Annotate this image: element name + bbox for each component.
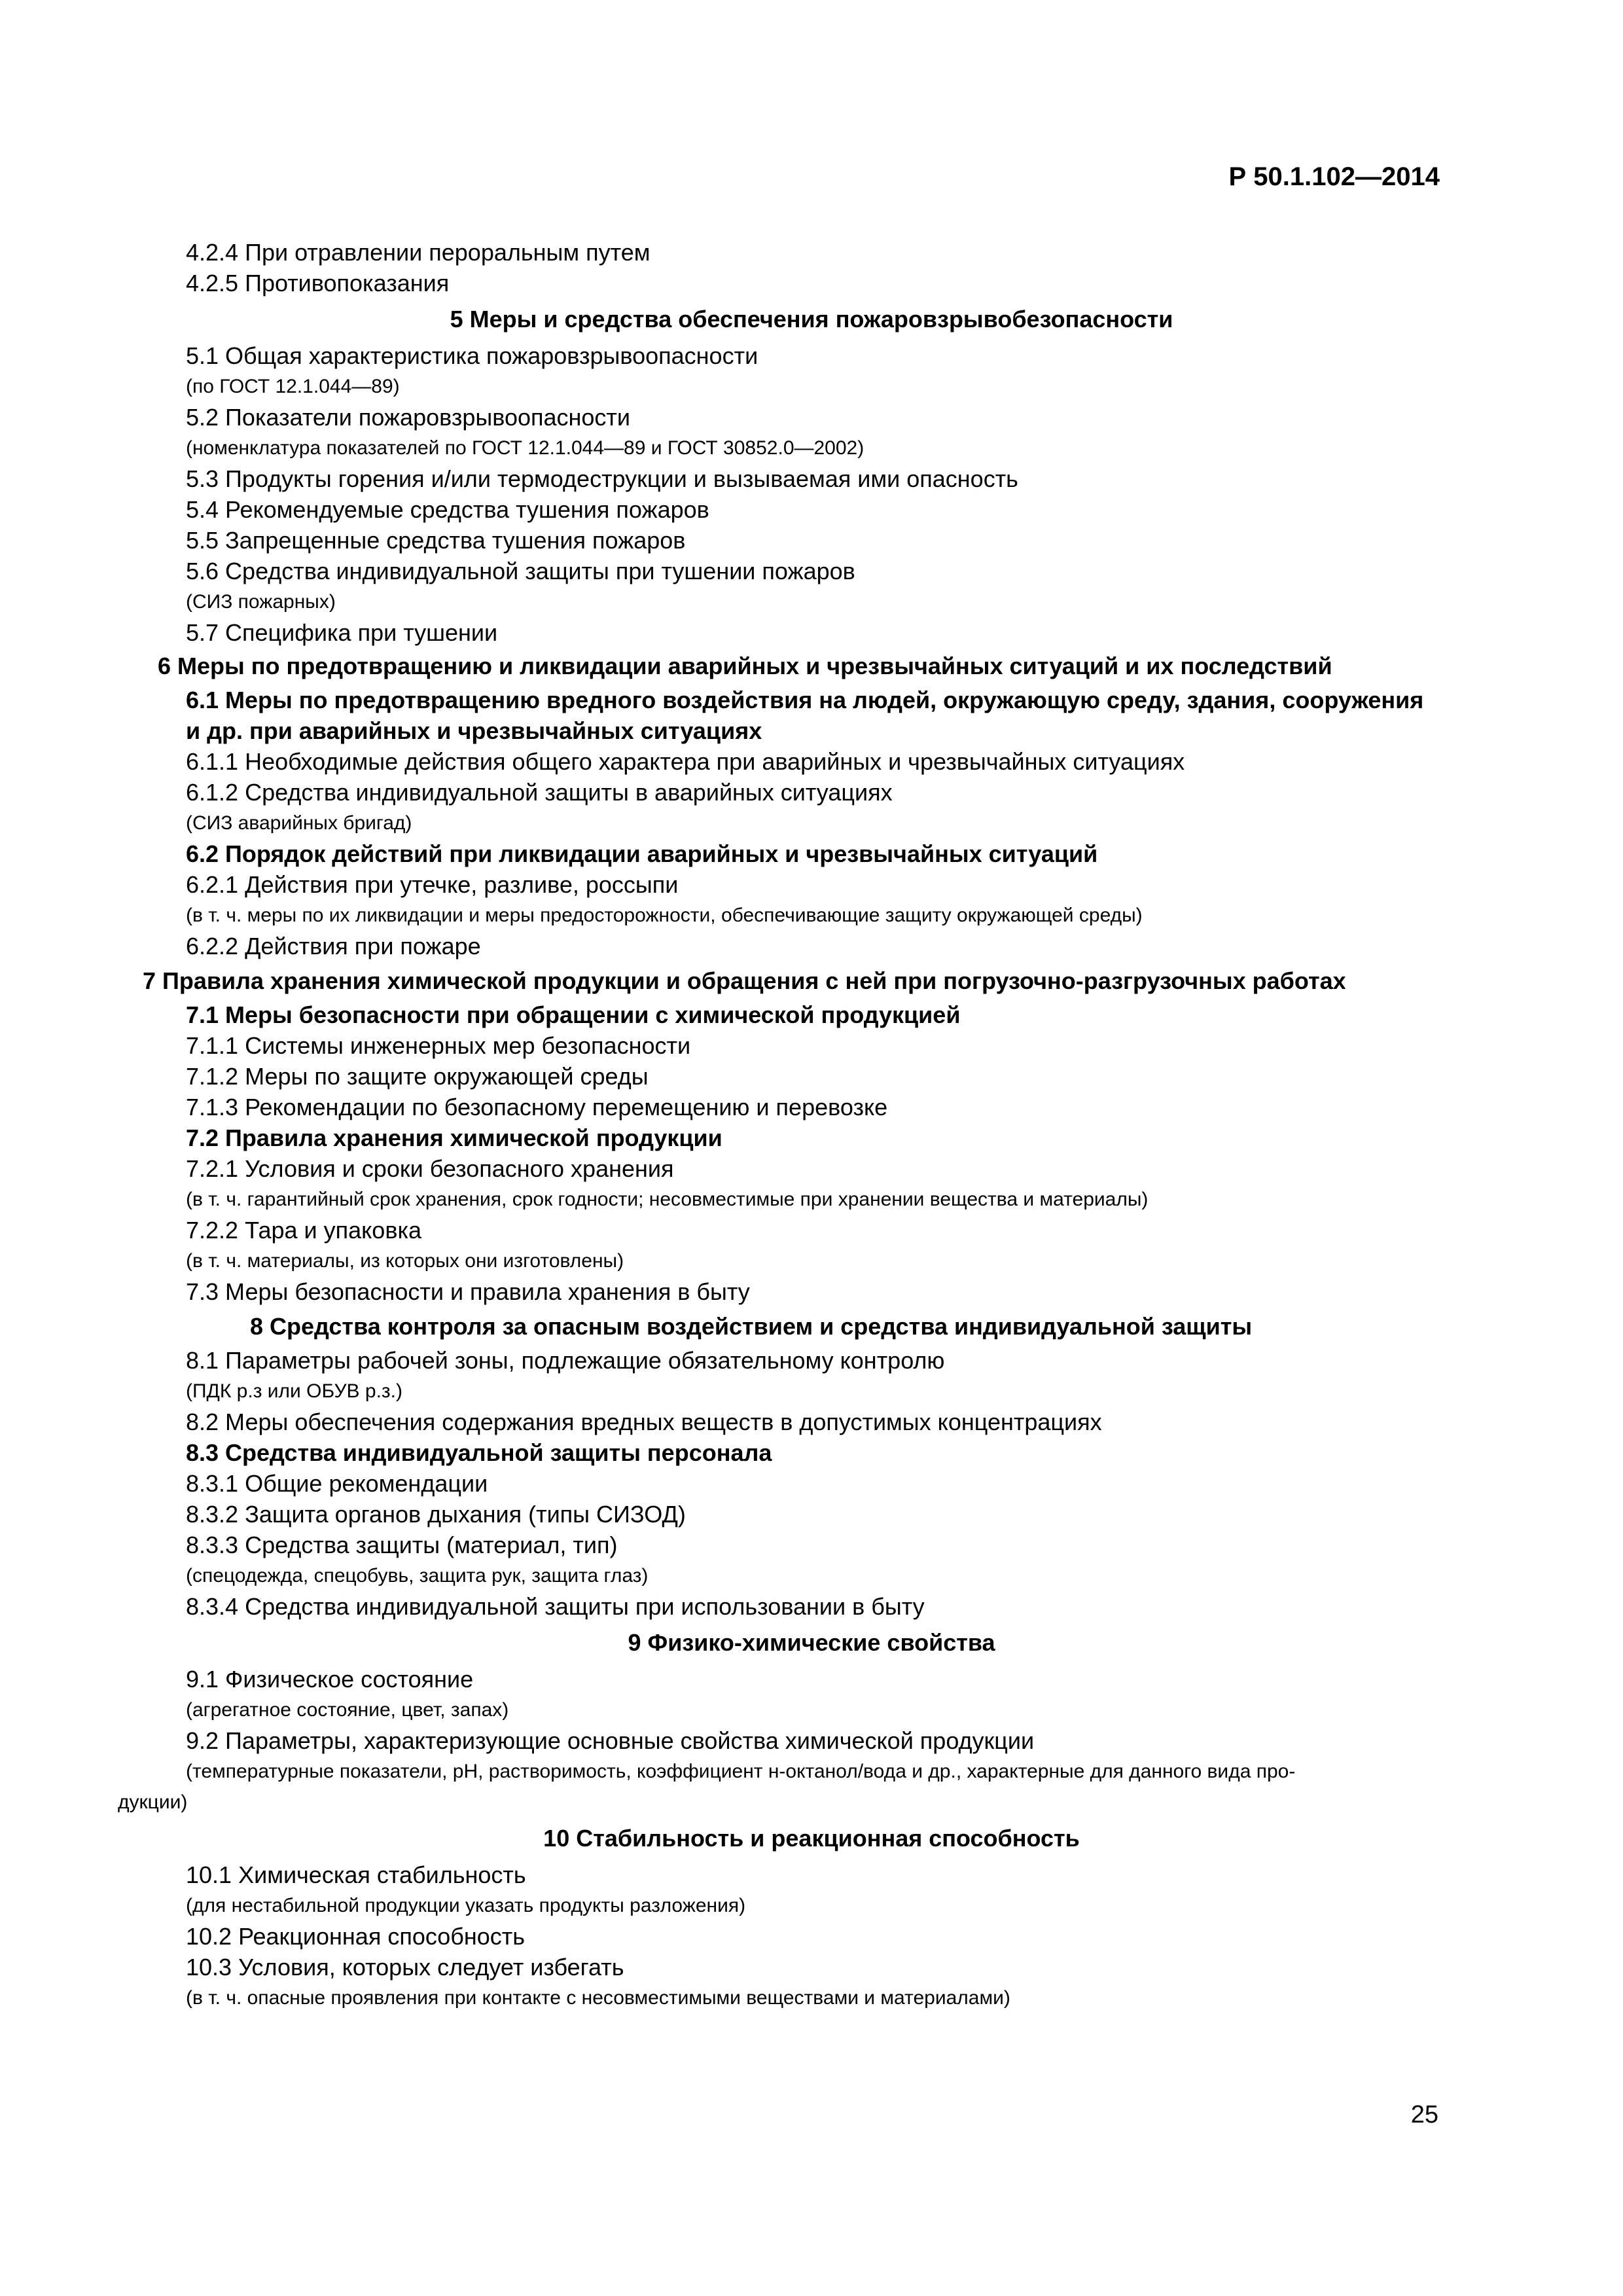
item-5-7: 5.7 Специфика при тушении — [186, 619, 498, 646]
note-9-2 — [0, 1756, 1623, 1818]
item-7-2-1: 7.2.1 Условия и сроки безопасного хранения — [186, 1155, 674, 1182]
note-9-1: (агрегатное состояние, цвет, запах) — [186, 1699, 509, 1721]
section-7-title: 7 Правила хранения химической продукции и обращения с ней при погрузочно-разгрузочных работах — [143, 967, 1346, 994]
item-7-3: 7.3 Меры безопасности и правила хранения в быту — [186, 1278, 750, 1305]
item-4-2-4: 4.2.4 При отравлении пероральным путем — [186, 239, 651, 266]
note-6-2-1: (в т. ч. меры по их ликвидации и меры предосторожности, обеспечивающие защиту окружающей среды) — [186, 905, 1143, 926]
item-10-3: 10.3 Условия, которых следует избегать — [186, 1954, 624, 1981]
note-9-2-line-1: (температурные показатели, pH, растворимость, коэффициент н-октанол/вода и др., характерные для данного вида про- — [186, 1761, 1296, 1782]
note-7-2-2: (в т. ч. материалы, из которых они изготовлены) — [186, 1250, 624, 1272]
item-10-1: 10.1 Химическая стабильность — [186, 1861, 526, 1888]
document-code: Р 50.1.102—2014 — [1228, 162, 1440, 191]
note-6-1-2: (СИЗ аварийных бригад) — [186, 812, 412, 834]
item-9-1: 9.1 Физическое состояние — [186, 1666, 474, 1693]
item-10-2: 10.2 Реакционная способность — [186, 1923, 526, 1950]
subsection-6-2: 6.2 Порядок действий при ликвидации аварийных и чрезвычайных ситуаций — [186, 840, 1098, 867]
note-7-2-1: (в т. ч. гарантийный срок хранения, срок годности; несовместимые при хранении вещества и материалы) — [186, 1189, 1149, 1210]
note-5-2: (номенклатура показателей по ГОСТ 12.1.044—89 и ГОСТ 30852.0—2002) — [186, 437, 865, 459]
section-9-title: 9 Физико-химические свойства — [628, 1629, 995, 1656]
item-7-1-1: 7.1.1 Системы инженерных мер безопасности — [186, 1032, 691, 1059]
item-5-3: 5.3 Продукты горения и/или термодеструкции и вызываемая ими опасность — [186, 465, 1018, 492]
page-number: 25 — [1410, 2101, 1438, 2128]
item-8-3-3: 8.3.3 Средства защиты (материал, тип) — [186, 1532, 618, 1558]
item-5-6: 5.6 Средства индивидуальной защиты при тушении пожаров — [186, 558, 855, 584]
item-6-1-2: 6.1.2 Средства индивидуальной защиты в аварийных ситуациях — [186, 779, 893, 806]
item-6-1-1: 6.1.1 Необходимые действия общего характера при аварийных и чрезвычайных ситуациях — [186, 748, 1185, 775]
note-8-1: (ПДК р.з или ОБУВ р.з.) — [186, 1380, 402, 1402]
item-5-1: 5.1 Общая характеристика пожаровзрывоопасности — [186, 342, 758, 369]
item-7-1-2: 7.1.2 Меры по защите окружающей среды — [186, 1063, 649, 1090]
note-10-1: (для нестабильной продукции указать продукты разложения) — [186, 1895, 746, 1916]
note-8-3-3: (спецодежда, спецобувь, защита рук, защита глаз) — [186, 1565, 649, 1587]
document-body — [0, 237, 1623, 2013]
item-6-2-2: 6.2.2 Действия при пожаре — [186, 933, 481, 960]
note-5-6: (СИЗ пожарных) — [186, 591, 336, 613]
section-10-title: 10 Стабильность и реакционная способность — [543, 1825, 1080, 1852]
item-8-3-4: 8.3.4 Средства индивидуальной защиты при использовании в быту — [186, 1593, 925, 1620]
note-9-2-line-2: дукции) — [118, 1791, 188, 1813]
subsection-7-2: 7.2 Правила хранения химической продукции — [186, 1124, 722, 1151]
item-5-2: 5.2 Показатели пожаровзрывоопасности — [186, 404, 631, 431]
item-5-4: 5.4 Рекомендуемые средства тушения пожаров — [186, 496, 709, 523]
section-8-title: 8 Средства контроля за опасным воздействием и средства индивидуальной защиты — [250, 1313, 1253, 1340]
subsection-8-3: 8.3 Средства индивидуальной защиты персонала — [186, 1439, 772, 1466]
note-5-1: (по ГОСТ 12.1.044—89) — [186, 376, 400, 397]
item-8-2: 8.2 Меры обеспечения содержания вредных веществ в допустимых концентрациях — [186, 1408, 1102, 1435]
item-8-1: 8.1 Параметры рабочей зоны, подлежащие обязательному контролю — [186, 1347, 945, 1374]
item-6-2-1: 6.2.1 Действия при утечке, разливе, россыпи — [186, 871, 679, 898]
section-5-title: 5 Меры и средства обеспечения пожаровзрывобезопасности — [450, 306, 1173, 332]
item-8-3-2: 8.3.2 Защита органов дыхания (типы СИЗОД) — [186, 1501, 686, 1528]
item-8-3-1: 8.3.1 Общие рекомендации — [186, 1470, 488, 1497]
section-6-title: 6 Меры по предотвращению и ликвидации аварийных и чрезвычайных ситуаций и их последствий — [158, 653, 1332, 679]
item-7-1-3: 7.1.3 Рекомендации по безопасному перемещению и перевозке — [186, 1094, 888, 1121]
item-4-2-5: 4.2.5 Противопоказания — [186, 270, 450, 296]
item-5-5: 5.5 Запрещенные средства тушения пожаров — [186, 527, 686, 554]
subsection-6-1: 6.1 Меры по предотвращению вредного воздействия на людей, окружающую среду, здания, сооружения и др. при аварийных и чрезвычайных ситуациях — [186, 687, 1424, 744]
note-10-3: (в т. ч. опасные проявления при контакте с несовместимыми веществами и материалами) — [186, 1987, 1010, 2009]
subsection-7-1: 7.1 Меры безопасности при обращении с химической продукцией — [186, 1001, 961, 1028]
item-9-2: 9.2 Параметры, характеризующие основные свойства химической продукции — [186, 1727, 1035, 1754]
item-7-2-2: 7.2.2 Тара и упаковка — [186, 1217, 421, 1244]
